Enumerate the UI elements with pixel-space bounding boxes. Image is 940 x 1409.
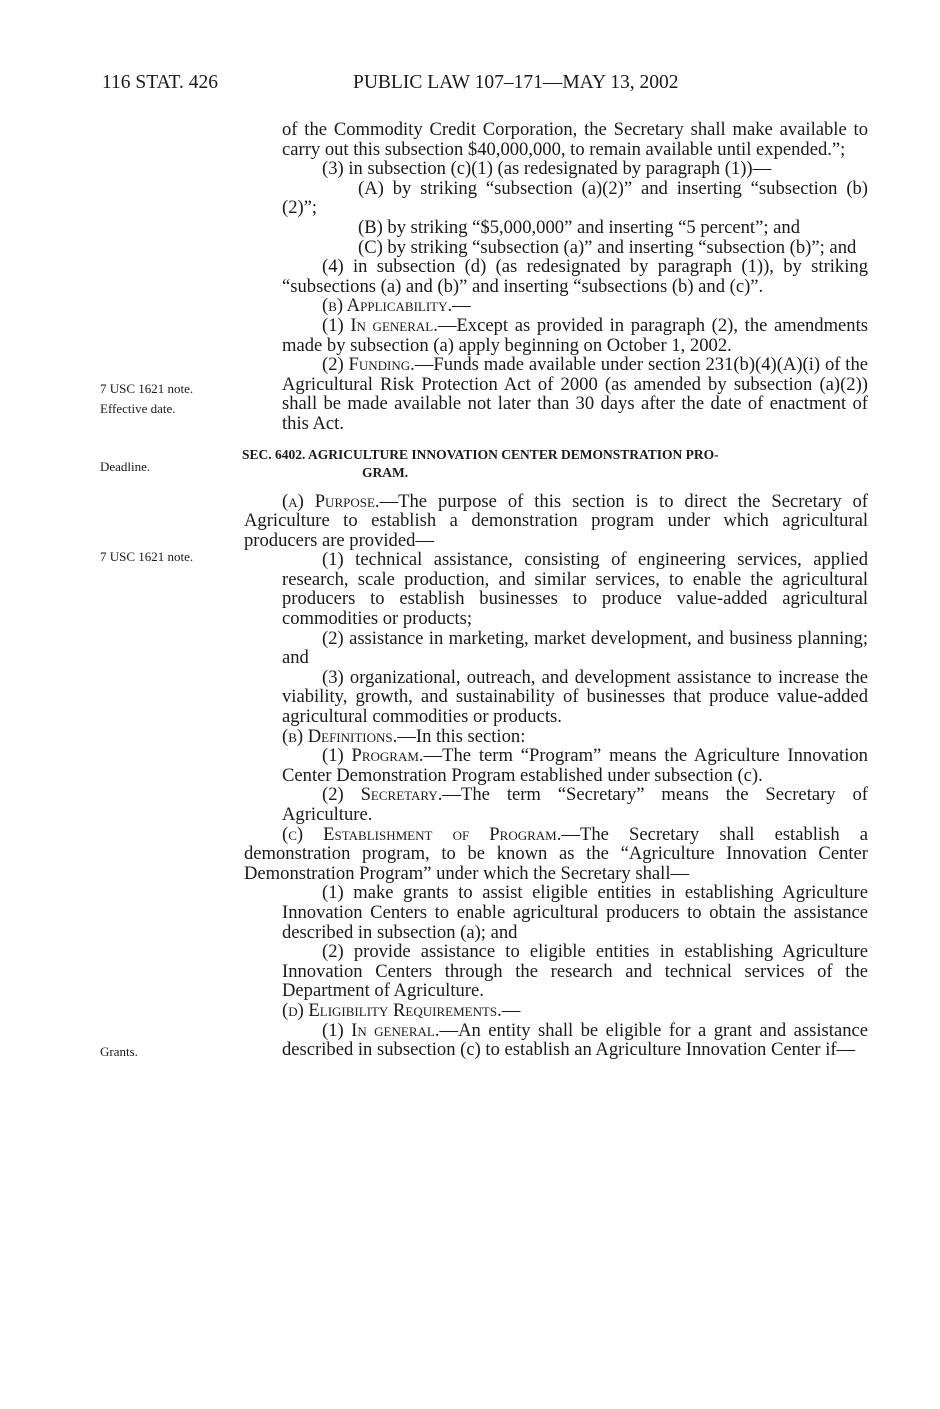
paragraph-text: —In this section: (397, 725, 526, 747)
paragraph-text: —The Secretary shall establish a demonstration program, to be known as the “Agriculture Innovation Center Demonstration Program” under which the Secretary shall— (244, 823, 869, 884)
section-heading (242, 446, 868, 482)
paragraph (282, 1021, 868, 1060)
paragraph (282, 785, 868, 824)
paragraph (282, 355, 868, 433)
sidenote-grants: Grants. (100, 1044, 138, 1059)
paragraph-text: — (501, 999, 521, 1021)
paragraph: (3) in subsection (c)(1) (as redesignated by paragraph (1))— (322, 158, 772, 180)
paragraph-text: —The term “Secretary” means the Secretary of Agriculture. (282, 784, 868, 825)
page-header (102, 72, 762, 102)
paragraph: (B) by striking “$5,000,000” and inserting “5 percent”; and (358, 216, 801, 238)
paragraph (282, 727, 868, 747)
paragraph: (4) in subsection (d) (as redesignated by paragraph (1)), by striking “subsections (a) and (b)” and inserting “subsections (b) and (c)”. (282, 256, 868, 297)
paragraph (282, 746, 868, 785)
subsection-label: (b) Applicability.— (322, 295, 471, 317)
paragraph (244, 825, 868, 884)
section-heading-line: SEC. 6402. AGRICULTURE INNOVATION CENTER DEMONSTRATION PRO- (242, 446, 719, 462)
paragraph (244, 492, 868, 551)
paragraph-text: —The purpose of this section is to direct the Secretary of Agriculture to establish a demonstration program under which agricultural producers are provided— (244, 490, 868, 551)
paragraph: (1) make grants to assist eligible entities in establishing Agriculture Innovation Centers to enable agricultural producers to obtain the assistance described in subsection (a); and (282, 882, 868, 943)
paragraph: (A) by striking “subsection (a)(2)” and inserting “subsection (b)(2)”; (282, 177, 868, 219)
subsection-label: (d) Eligibility Requirements. (282, 999, 502, 1021)
sidenote-usc-citation-2: 7 USC 1621 note. (100, 549, 194, 564)
paragraph-heading: (1) Program. (322, 745, 424, 767)
paragraph-heading: (1) In general. (322, 314, 438, 336)
paragraph: (1) technical assistance, consisting of engineering services, applied research, scale production, and similar services, to enable the agricultural producers to establish businesses to produce value-added agricultural commodities or products; (282, 549, 868, 630)
paragraph-heading: (2) Secretary. (322, 784, 443, 806)
paragraph-text: —An entity shall be eligible for a grant and assistance described in subsection (c) to establish an Agriculture Innovation Center if— (282, 1019, 868, 1061)
paragraph-heading: (2) Funding. (322, 354, 415, 376)
subsection-label: (b) Definitions. (282, 725, 398, 747)
sidenote-effective-date: Effective date. (100, 401, 176, 416)
subsection-label: (a) Purpose. (282, 490, 380, 512)
paragraph-heading: (1) In general. (322, 1019, 440, 1041)
public-law-title: PUBLIC LAW 107–171—MAY 13, 2002 (353, 72, 679, 93)
paragraph: (3) organizational, outreach, and development assistance to increase the viability, growth, and sustainability of businesses that produce value-added agricultural commodities or products. (282, 666, 868, 728)
paragraph: (2) assistance in marketing, market development, and business planning; and (282, 627, 868, 669)
paragraph (282, 316, 868, 355)
subsection-heading (282, 296, 868, 316)
statute-body (242, 119, 869, 1061)
section-heading-line: GRAM. (362, 464, 409, 480)
sidenote-usc-citation: 7 USC 1621 note. (100, 381, 194, 396)
paragraph: (C) by striking “subsection (a)” and inserting “subsection (b)”; and (358, 236, 857, 258)
paragraph: of the Commodity Credit Corporation, the Secretary shall make available to carry out this subsection $40,000,000, to remain available until expended.”; (282, 119, 868, 160)
statute-page-number: 116 STAT. 426 (102, 72, 218, 93)
paragraph-text: —Funds made available under section 231(b)(4)(A)(i) of the Agricultural Risk Protection Act of 2000 (as amended by subsection (a)(2)) shall be made available not later than 30 days after the date of enactment of this Act. (282, 354, 868, 434)
sidenote-deadline: Deadline. (100, 459, 151, 474)
subsection-label: (c) Establishment of Program. (282, 823, 562, 845)
paragraph (282, 1001, 868, 1021)
paragraph: (2) provide assistance to eligible entities in establishing Agriculture Innovation Centers through the research and technical services of the Department of Agriculture. (282, 941, 868, 1002)
paragraph-text: —Except as provided in paragraph (2), the amendments made by subsection (a) apply beginning on October 1, 2002. (282, 314, 868, 356)
paragraph-text: —The term “Program” means the Agriculture Innovation Center Demonstration Program established under subsection (c). (282, 745, 868, 786)
